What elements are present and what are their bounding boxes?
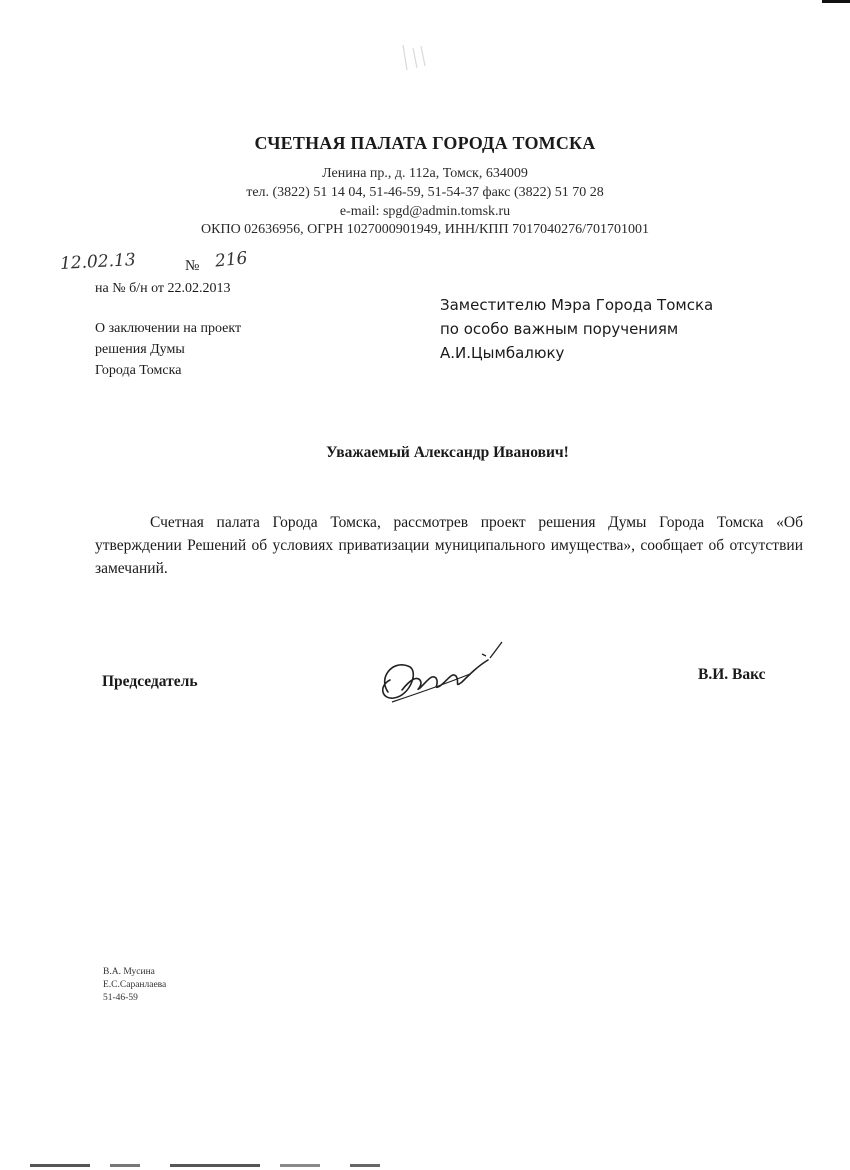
handwritten-signature [370,630,520,720]
executor-line: Е.С.Саранлаева [103,980,167,990]
handwritten-date: 12.02.13 [59,250,137,274]
handwritten-number: 216 [214,248,249,272]
scan-artifact-mark [395,40,435,75]
addressee-line: по особо важным поручениям [440,320,679,338]
scan-artifact-bottom [30,1163,390,1168]
subject-line: Города Томска [95,363,182,378]
executor-line: В.А. Мусина [103,967,155,977]
reference-line: на № б/н от 22.02.2013 [95,281,231,296]
organization-address: Ленина пр., д. 112а, Томск, 634009 [322,166,528,181]
scan-artifact-corner [822,0,850,3]
salutation: Уважаемый Александр Иванович! [326,444,569,461]
organization-ids: ОКПО 02636956, ОГРН 1027000901949, ИНН/КПП 7017040276/701701001 [201,222,649,237]
letter-body: Счетная палата Города Томска, рассмотрев проект решения Думы Города Томска «Об утверждении Решений об условиях приватизации муниципального имущества», сообщает об отсутствии замечаний. [95,514,803,577]
subject-line: О заключении на проект [95,321,242,336]
organization-email: e-mail: spgd@admin.tomsk.ru [339,204,511,219]
signatory-name: В.И. Вакс [698,666,766,683]
organization-phones: тел. (3822) 51 14 04, 51-46-59, 51-54-37 факс (3822) 51 70 28 [246,185,604,200]
signatory-role: Председатель [102,673,198,690]
organization-name: СЧЕТНАЯ ПАЛАТА ГОРОДА ТОМСКА [254,133,596,153]
addressee-line: А.И.Цымбалюку [440,344,565,362]
executor-line: 51-46-59 [103,993,138,1003]
letter-subject [95,318,295,381]
subject-line: решения Думы [95,342,185,357]
addressee-block [440,293,713,365]
addressee-line: Заместителю Мэра Города Томска [440,296,714,314]
number-label: № [185,258,200,274]
executor-info [103,966,166,1005]
